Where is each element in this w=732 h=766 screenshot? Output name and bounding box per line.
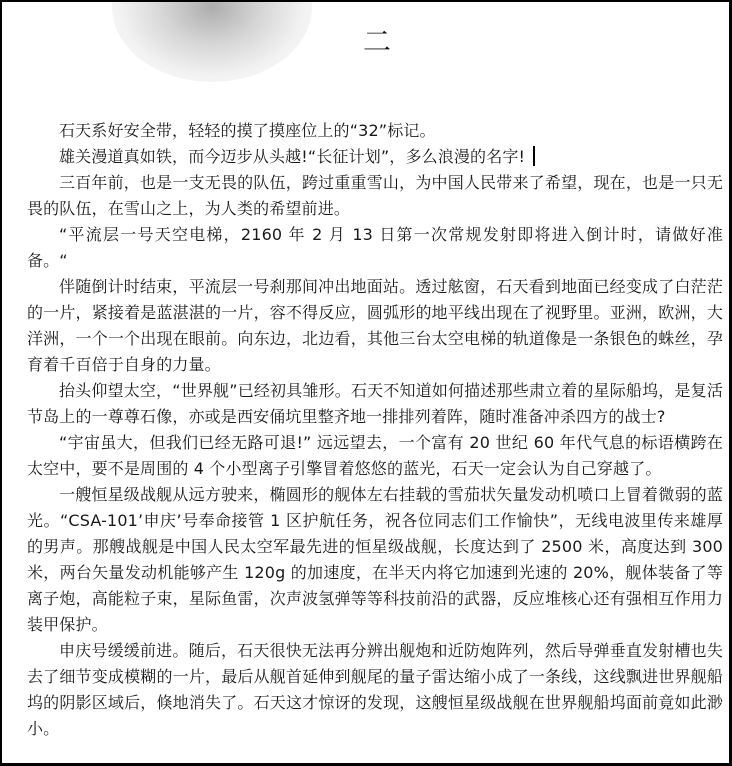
- page-shadow: [112, 2, 312, 82]
- paragraph-text: 雄关漫道真如铁，而今迈步从头越!“长征计划”，多么浪漫的名字!: [59, 147, 526, 166]
- paragraph: 石天系好安全带，轻轻的摸了摸座位上的“32”标记。: [59, 121, 436, 140]
- paragraph: [27, 144, 723, 170]
- text-cursor: [533, 146, 535, 166]
- paragraph: “宇宙虽大，但我们已经无路可退!” 远远望去，一个富有 20 世纪 60 年代气息的标语横跨在太空中，要不是周围的 4 个小型离子引擎冒着悠悠的蓝光，石天一定会认为自己穿越了。: [27, 433, 723, 478]
- document-page: [2, 2, 729, 763]
- paragraph: 伴随倒计时结束，平流层一号刹那间冲出地面站。透过舷窗，石天看到地面已经变成了白茫茫的一片，紧接着是蓝湛湛的一片，容不得反应，圆弧形的地平线出现在了视野里。亚洲，欧洲，大洋洲，一个一个出现在眼前。向东边，北边看，其他三台太空电梯的轨道像是一条银色的蛛丝，孕育着千百倍于自身的力量。: [27, 277, 723, 374]
- paragraph: 抬头仰望太空，“世界舰”已经初具雏形。石天不知道如何描述那些肃立着的星际船坞，是复活节岛上的一尊尊石像，亦或是西安俑坑里整齐地一排排列着阵，随时准备冲杀四方的战士?: [27, 381, 723, 426]
- chapter-title: 二: [362, 25, 391, 58]
- paragraph: “平流层一号天空电梯，2160 年 2 月 13 日第一次常规发射即将进入倒计时，请做好准备。“: [27, 225, 723, 270]
- document-body[interactable]: [27, 118, 723, 742]
- paragraph: 一艘恒星级战舰从远方驶来，椭圆形的舰体左右挂载的雪茄状矢量发动机喷口上冒着微弱的蓝光。“CSA-101’申庆’号奉命接管 1 区护航任务，祝各位同志们工作愉快”，无线电波里传来雄厚的男声。那艘战舰是中国人民太空军最先进的恒星级战舰，长度达到了 2500 米，高度达到 300 米，两台矢量发动机能够产生 120g 的加速度，在半天内将它加速到光速的 20%，舰体装备了等离子炮，高能粒子束，星际鱼雷，次声波氢弹等等科技前沿的武器，反应堆核心还有强相互作用力装甲保护。: [27, 485, 723, 634]
- paragraph: 三百年前，也是一支无畏的队伍，跨过重重雪山，为中国人民带来了希望，现在，也是一只无畏的队伍，在雪山之上，为人类的希望前进。: [27, 173, 723, 218]
- paragraph: 申庆号缓缓前进。随后，石天很快无法再分辨出舰炮和近防炮阵列，然后导弹垂直发射槽也失去了细节变成模糊的一片，最后从舰首延伸到舰尾的量子雷达缩小成了一条线，这线飘进世界舰船坞的阴影区域后，倏地消失了。石天这才惊讶的发现，这艘恒星级战舰在世界舰船坞面前竟如此渺小。: [27, 641, 723, 738]
